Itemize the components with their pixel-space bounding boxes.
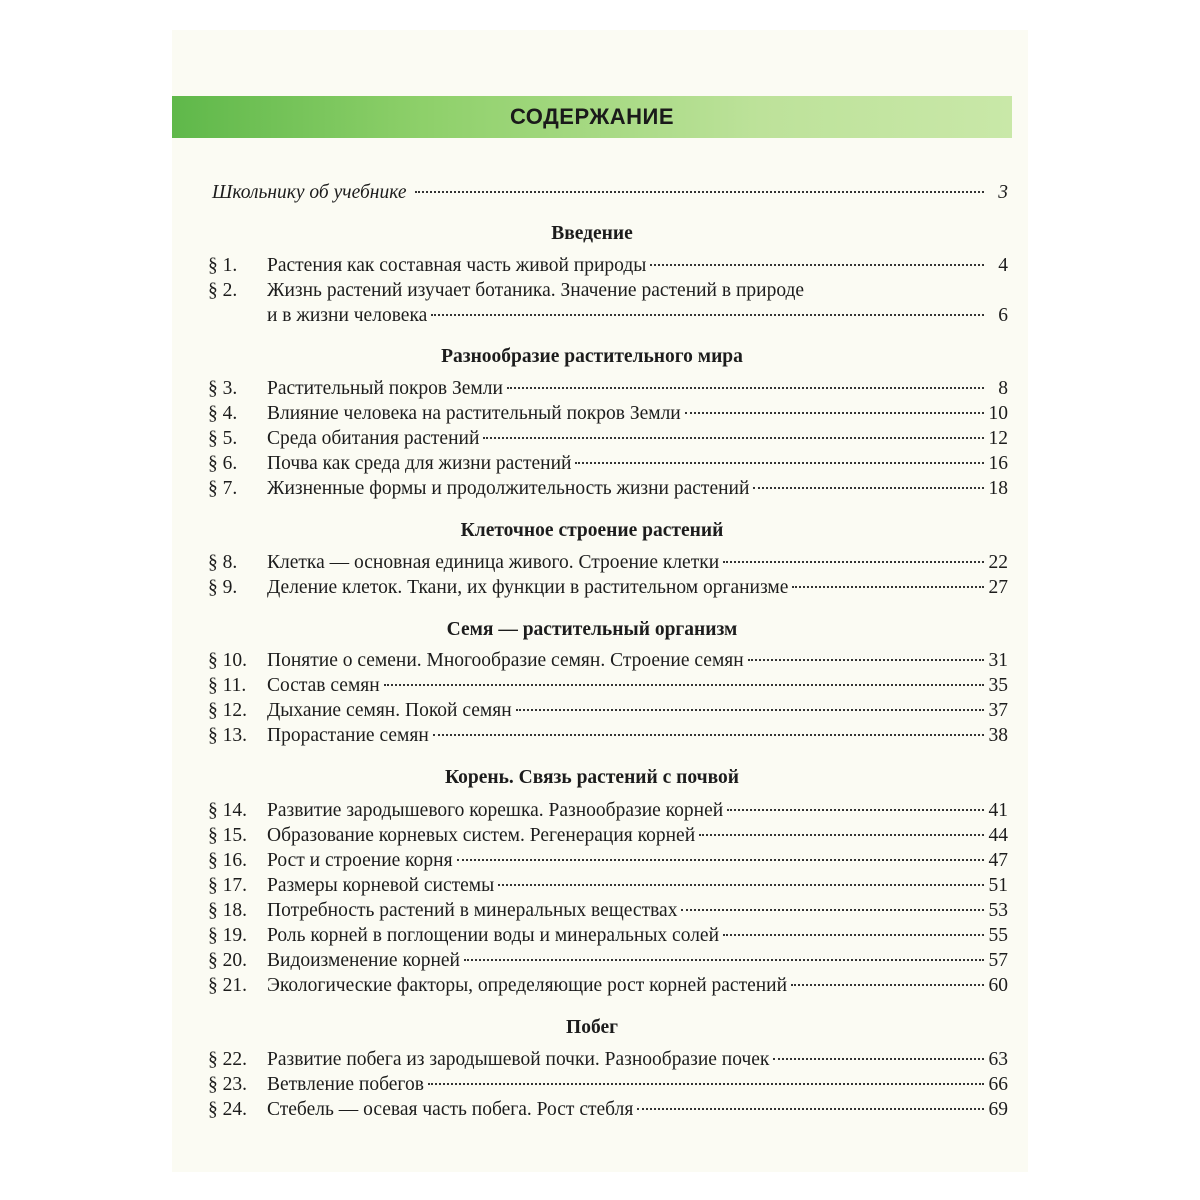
section-heading: Разнообразие растительного мира (441, 346, 743, 367)
toc-paragraph-number: § 11. (208, 675, 247, 696)
dot-leader (431, 314, 984, 316)
toc-paragraph-number: § 14. (208, 800, 247, 821)
toc-entry-text: Прорастание семян (267, 725, 429, 746)
toc-entry[interactable] (208, 723, 1008, 748)
toc-entry[interactable] (208, 648, 1008, 673)
toc-page-number: 51 (988, 875, 1008, 896)
toc-paragraph-number: § 19. (208, 925, 247, 946)
toc-entry[interactable] (208, 848, 1008, 873)
toc-entry-text: Образование корневых систем. Регенерация корней (267, 825, 696, 846)
section-heading: Введение (551, 223, 633, 244)
toc-entry[interactable] (208, 673, 1008, 698)
toc-page-number: 57 (988, 950, 1008, 971)
toc-entry[interactable] (208, 426, 1008, 451)
toc-entry[interactable] (208, 451, 1008, 476)
toc-entry[interactable] (208, 1097, 1008, 1122)
toc-entry-text: Среда обитания растений (267, 428, 480, 449)
toc-page-number: 31 (988, 650, 1008, 671)
toc-entry[interactable] (208, 898, 1008, 923)
toc-paragraph-number: § 17. (208, 875, 247, 896)
toc-paragraph-number: § 10. (208, 650, 247, 671)
section-heading: Клеточное строение растений (460, 520, 724, 541)
toc-page-number: 3 (998, 182, 1008, 203)
toc-entry-continuation[interactable] (267, 303, 1008, 328)
toc-entry[interactable] (208, 401, 1008, 426)
toc-entry-text: Размеры корневой системы (267, 875, 495, 896)
toc-entry-text: Видоизменение корней (267, 950, 460, 971)
toc-entry-text: Роль корней в поглощении воды и минеральных солей (267, 925, 720, 946)
toc-page-number: 66 (988, 1074, 1008, 1095)
toc-entry-text: Потребность растений в минеральных веществах (267, 900, 678, 921)
toc-entry[interactable] (208, 1047, 1008, 1072)
toc-entry-text: Влияние человека на растительный покров Земли (267, 403, 681, 424)
dot-leader (483, 437, 984, 439)
toc-entry[interactable] (208, 823, 1008, 848)
dot-leader (507, 387, 984, 389)
toc-page-number: 16 (988, 453, 1008, 474)
dot-leader (791, 984, 984, 986)
toc-entry-text: Школьнику об учебнике (212, 182, 407, 203)
dot-leader (650, 264, 984, 266)
toc-entry[interactable] (208, 575, 1008, 600)
dot-leader (464, 959, 984, 961)
toc-paragraph-number: § 12. (208, 700, 247, 721)
toc-entry[interactable] (208, 376, 1008, 401)
toc-entry-text: Почва как среда для жизни растений (267, 453, 572, 474)
toc-paragraph-number: § 21. (208, 975, 247, 996)
dot-leader (637, 1108, 984, 1110)
toc-entry[interactable] (208, 923, 1008, 948)
toc-paragraph-number: § 6. (208, 453, 238, 474)
toc-page-number: 8 (998, 378, 1008, 399)
toc-entry-text: Развитие побега из зародышевой почки. Разнообразие почек (267, 1049, 770, 1070)
dot-leader (723, 934, 984, 936)
title-banner (172, 96, 1012, 138)
toc-page-number: 69 (988, 1099, 1008, 1120)
dot-leader (681, 909, 984, 911)
toc-entry-text: Жизненные формы и продолжительность жизни растений (267, 478, 750, 499)
toc-page-number: 18 (988, 478, 1008, 499)
toc-entry-text: Ветвление побегов (267, 1074, 424, 1095)
toc-entry-text: Развитие зародышевого корешка. Разнообразие корней (267, 800, 724, 821)
toc-page-number: 60 (988, 975, 1008, 996)
toc-entry-text: Состав семян (267, 675, 380, 696)
toc-paragraph-number: § 15. (208, 825, 247, 846)
dot-leader (575, 462, 984, 464)
dot-leader (428, 1083, 984, 1085)
toc-page-number: 22 (988, 552, 1008, 573)
toc-page-number: 27 (988, 577, 1008, 598)
toc-entry-text: Деление клеток. Ткани, их функции в растительном организме (267, 577, 789, 598)
dot-leader (723, 561, 984, 563)
toc-entry[interactable] (208, 873, 1008, 898)
toc-entry-text: Рост и строение корня (267, 850, 453, 871)
toc-paragraph-number: § 4. (208, 403, 238, 424)
toc-page-number: 53 (988, 900, 1008, 921)
toc-entry[interactable] (208, 476, 1008, 501)
toc-paragraph-number: § 16. (208, 850, 247, 871)
toc-paragraph-number: § 1. (208, 255, 238, 276)
dot-leader (773, 1058, 984, 1060)
toc-entry[interactable] (208, 550, 1008, 575)
page-title: СОДЕРЖАНИЕ (509, 104, 675, 129)
toc-page-number: 4 (998, 255, 1008, 276)
toc-entry[interactable] (208, 698, 1008, 723)
toc-paragraph-number: § 7. (208, 478, 238, 499)
toc-entry-text: и в жизни человека (267, 305, 428, 326)
toc-page-number: 38 (988, 725, 1008, 746)
dot-leader (753, 487, 984, 489)
dot-leader (792, 586, 984, 588)
dot-leader (384, 684, 984, 686)
dot-leader (457, 859, 984, 861)
toc-entry[interactable] (208, 798, 1008, 823)
toc-entry-text: Клетка — основная единица живого. Строение клетки (267, 552, 720, 573)
toc-entry[interactable] (208, 948, 1008, 973)
section-heading: Семя — растительный организм (446, 619, 738, 640)
toc-entry[interactable] (208, 1072, 1008, 1097)
toc-intro-entry[interactable] (212, 180, 1008, 205)
section-heading: Побег (566, 1017, 618, 1038)
dot-leader (415, 191, 985, 193)
toc-paragraph-number: § 9. (208, 577, 238, 598)
toc-page-number: 35 (988, 675, 1008, 696)
toc-paragraph-number: § 24. (208, 1099, 247, 1120)
toc-page-number: 63 (988, 1049, 1008, 1070)
toc-entry[interactable] (208, 278, 1008, 303)
toc-paragraph-number: § 18. (208, 900, 247, 921)
toc-paragraph-number: § 8. (208, 552, 238, 573)
toc-entry-text: Стебель — осевая часть побега. Рост стебля (267, 1099, 634, 1120)
toc-entry-text: Дыхание семян. Покой семян (267, 700, 512, 721)
dot-leader (433, 734, 984, 736)
toc-page-number: 47 (988, 850, 1008, 871)
toc-paragraph-number: § 23. (208, 1074, 247, 1095)
toc-entry-text: Понятие о семени. Многообразие семян. Строение семян (267, 650, 744, 671)
dot-leader (498, 884, 984, 886)
dot-leader (699, 834, 984, 836)
toc-page-number: 37 (988, 700, 1008, 721)
toc-paragraph-number: § 2. (208, 280, 238, 301)
toc-entry-text: Растения как составная часть живой природы (267, 255, 647, 276)
dot-leader (685, 412, 984, 414)
toc-paragraph-number: § 22. (208, 1049, 247, 1070)
toc-paragraph-number: § 3. (208, 378, 238, 399)
toc-page-number: 12 (988, 428, 1008, 449)
toc-paragraph-number: § 5. (208, 428, 238, 449)
toc-entry[interactable] (208, 973, 1008, 998)
toc-entry[interactable] (208, 253, 1008, 278)
dot-leader (727, 809, 984, 811)
toc-entry-text: Экологические факторы, определяющие рост корней растений (267, 975, 788, 996)
toc-entry-text: Жизнь растений изучает ботаника. Значение растений в природе (267, 280, 805, 301)
dot-leader (516, 709, 984, 711)
toc-page-number: 55 (988, 925, 1008, 946)
toc-page-number: 44 (988, 825, 1008, 846)
toc-page-number: 41 (988, 800, 1008, 821)
toc-entry-text: Растительный покров Земли (267, 378, 503, 399)
toc-page-number: 6 (998, 305, 1008, 326)
toc-paragraph-number: § 20. (208, 950, 247, 971)
section-heading: Корень. Связь растений с почвой (444, 767, 740, 788)
toc-paragraph-number: § 13. (208, 725, 247, 746)
toc-page-number: 10 (988, 403, 1008, 424)
dot-leader (748, 659, 984, 661)
